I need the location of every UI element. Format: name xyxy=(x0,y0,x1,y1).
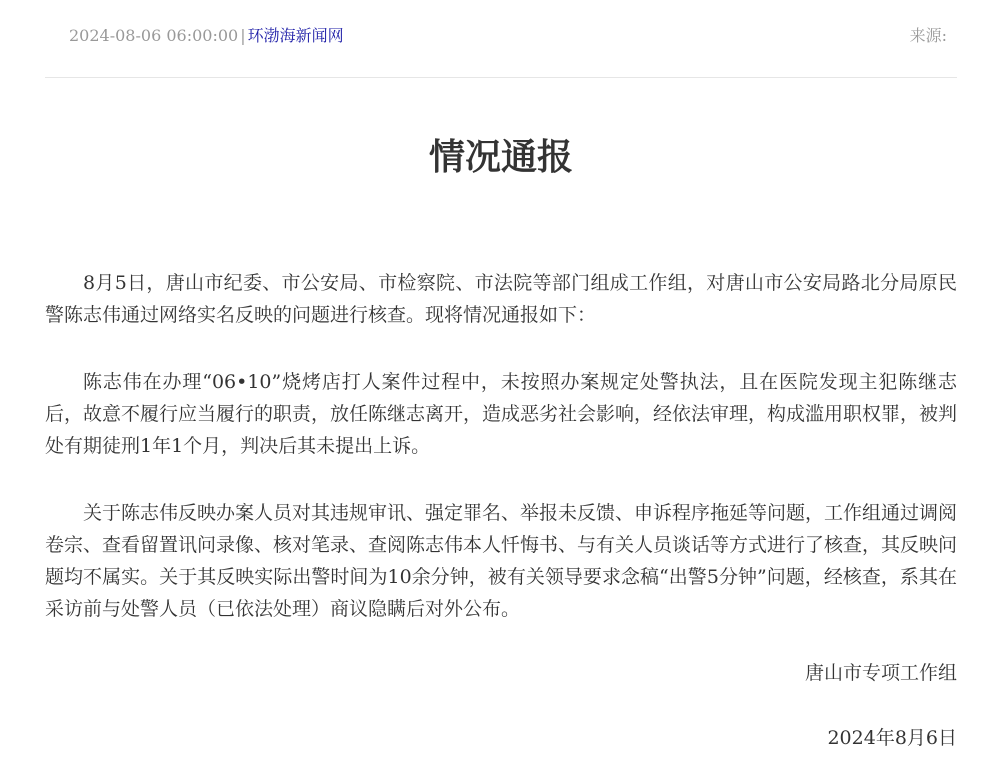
article-paragraph-2: 陈志伟在办理“06•10”烧烤店打人案件过程中，未按照办案规定处警执法，且在医院发现主犯陈继志后，故意不履行应当履行的职责，放任陈继志离开，造成恶劣社会影响，经依法审理，构成滥用职权罪，被判处有期徒刑1年1个月，判决后其未提出上诉。 xyxy=(45,371,958,457)
publish-date: 2024-08-06 06:00:00 xyxy=(69,26,239,45)
signature-organization: 唐山市专项工作组 xyxy=(804,662,957,684)
publish-info xyxy=(69,18,344,54)
article-paragraph-1: 8月5日，唐山市纪委、市公安局、市检察院、市法院等部门组成工作组，对唐山市公安局路北分局原民警陈志伟通过网络实名反映的问题进行核查。现将情况通报如下： xyxy=(45,272,957,326)
site-link[interactable]: 环渤海新闻网 xyxy=(247,26,344,45)
signature-date: 2024年8月6日 xyxy=(827,727,957,749)
header-divider xyxy=(45,77,957,78)
article-title: 情况通报 xyxy=(428,137,573,178)
meta-separator: | xyxy=(240,26,246,45)
article-meta-bar xyxy=(45,18,957,54)
source-label: 来源: xyxy=(909,26,947,45)
article-paragraph-3: 关于陈志伟反映办案人员对其违规审讯、强定罪名、举报未反馈、申诉程序拖延等问题，工作组通过调阅卷宗、查看留置讯问录像、核对笔录、查阅陈志伟本人忏悔书、与有关人员谈话等方式进行了核查，其反映问题均不属实。关于其反映实际出警时间为10余分钟，被有关领导要求念稿“出警5分钟”问题，经核查，系其在采访前与处警人员（已依法处理）商议隐瞒后对外公布。 xyxy=(45,502,958,620)
